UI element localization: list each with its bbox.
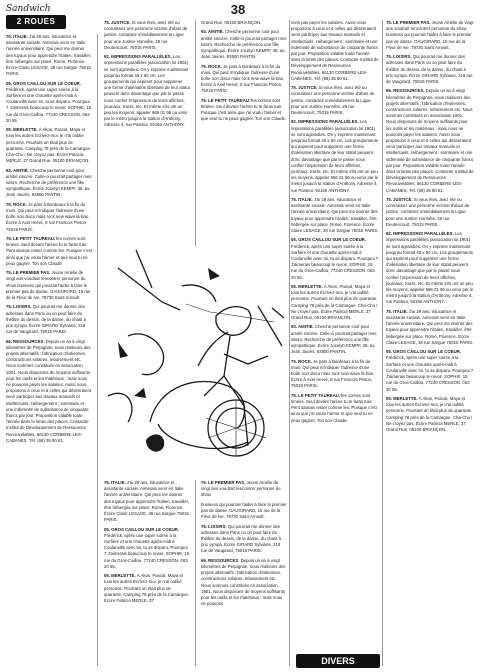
classifieds-column-3-top xyxy=(201,20,287,248)
classifieds-column-4 xyxy=(291,20,379,666)
column-divider xyxy=(195,480,196,666)
classified-ad: 75. ITALIE. J'ai 29 ans, éducatrice et assistante sociale. Aimerais venir en Italie l'année universitaire. Qui peut me donner des tuyaux pour apprendre l'italien, travailler, être hébergée sur place. Rome, Florence. Écrire Claire LESAGE, 38 rue Sargue 75015 PARIS. xyxy=(104,480,190,523)
classified-ad: 75. LOISIRS. Qui pourrait me donner des adresses dans Paris ou on peut faire du théâtre du dessin, de la danse, du chant à prix sympa. Écrire GIRARD Sylviane, 218 rue de Vaugirard, 75015 PARIS. xyxy=(201,523,282,554)
classified-ad: 75. LE PREMIER PAS. Jeune Amélie de vingt ans voudrait rencontrer personne du show business qui pourrait l'aider à faire le premier pas de danse. GAUGIRARD, 15 rue de la Fleur de Ive, 78730 Saint Arnoult. xyxy=(6,270,91,301)
classified-ad: 75. LE PETIT TAUREAU.Tes cornes sont timées. Seul devant l'arène tu te faras tuer. Puisque c'est ainsi que j'ai voulu l'aimer et que seul tu ne peux gagner. Ton son Claude. xyxy=(201,97,287,122)
classified-ad: 05. GROS CAILLOU SUR LE COEUR. Frédérick, après une super soirée à la Sorfière et une chouette après-midi à Coulanville avec toi, tu as disparu. Pourquoi ? J'aimerais beaucoup te revoir. SOPHIE, 15 rue du Gros-Caillou, 77240 CRESSON. 063 20 55. xyxy=(6,80,92,123)
classifieds-column-2-bottom xyxy=(104,480,190,666)
classified-ad: 75. ROCK. Je pars à Bordeaux à la fin du mois. Qui peut m'indiquer l'adresse d'une boîte non disco mais rock new wave là-bas. Écrire à Axel Hervé, 8 rue Francois Pinton, 75019 PARIS. xyxy=(6,201,90,232)
classified-ad: 66. RESSOURCES. Depuis un an à vingt kilomètres de Perpignan, nous réalisons des projets alternatifs : fabrication d'éoliennes, constructions solaires, reboisement etc. Nous sommes constitués en association 1901. Nous disposons de moyens suffisants pour les outils et les matériaux : mais nous ne pouvons payer les salaires. Aussi nous proposons à ceux et à celles qui désireraient venir participer aux travaux manuels et intellectuels. Hébergement : sommaire et une indemnité de subsistance de cinquante francs par jour. Proposition valable toute l'année dans la limite des places. Contacter Institut de Développement de Ressources Renouvelables, 66130 CORBERE-LES-CABANES. Tél. (68) 35 80 61. xyxy=(386,88,474,193)
classified-ad: 05. MERLETTE. À Akos, Pascal, Maya et tous les autres Écrivez-moi, je n'ai oublié personne. Pourtant on était plus de quarante. Camping 78 près de la Camargue. Écrire Patricia MERLE, 37 xyxy=(104,573,190,604)
classified-ad: 75. ROCK. Je pars à Bordeaux à la fin du mois. Qui peut m'indiquer l'adresse d'une boîte non disco mais rock new wave là-bas. Écrire à Axel Hervé, 8 rue Francois Pinton, 75019 PARIS. xyxy=(291,358,375,389)
classifieds-column-3-bottom xyxy=(201,480,287,666)
classified-ad: business qui pourrait l'aider à faire le premier pas de danse. GAUGIRARD, 15 rue de la Fleur de Ive, 78730 Saint Arnoult. xyxy=(201,501,287,520)
classified-ad: 93. AMITIÉ. Cherche personne cool pour amitié sincère. Celle-ci pourrait partager mes loisirs. Recherche de préférence une fille sympathique. Écrire Jocelyn KEMPF, 38, av. Jean Jaurès, 93500 PANTIN. xyxy=(291,324,377,355)
classified-ad: 75. JUSTICE. Si vous êtes, avez été ou connaissez une personne victime d'abus de justice, contactez immédiatement la Ligue pour une Justice Honnête, 26 rue Deutencourt, 75015 PARIS. xyxy=(104,20,188,50)
classified-ad: 75. JUSTICE. Si vous êtes, avez été ou connaissez une personne victime d'abus de justice, contactez immédiatement la Ligue pour une Justice Honnête, 26 rue Deutencourt, 75015 PARIS. xyxy=(291,85,375,116)
classified-ad: 05. MERLETTE. À Akos, Pascal, Maya et tous les autres Écrivez-moi, je n'ai oublié personne. Pourtant on était plus de quarante. Camping 78 près de la Camargue. Cha-Cho ! Ne croyez pas. Écrire Patricia MERLE, 37 Grand Rue, 05100 BRIANÇON. xyxy=(291,284,378,321)
motorbike-illustration xyxy=(98,246,290,478)
classified-ad: 75. LOISIRS. Qui pourrait me donner des adresses dans Paris ou on peut faire du théâtre du dessin, de la danse, du chant à prix sympa. Écrire GIRARD Sylviane, 218 rue de Vaugirard, 75015 PARIS. xyxy=(386,54,473,85)
column-divider xyxy=(382,20,383,666)
classified-ad: 93. AMITIÉ. Cherche personne cool pour amitié sincère. Celle-ci pourrait partager mes loisirs. Recherche de préférence une fille sympathique. Écrire Jocelyn KEMPF, 38, av. Jean Jaurès, 93500 PANTIN. xyxy=(201,29,287,60)
classified-ad: 66. RESSOURCES. Depuis un an à vingt kilomètres de Perpignan, nous réalisons des projets alternatifs : fabrication d'éoliennes, constructions solaires, reboisement etc. Nous sommes constitués en association 1901. Nous disposons de moyens suffisants pour les outils et les matériaux : mais nous ne pouvons xyxy=(201,557,286,607)
classified-ad: 75. ITALIE. J'ai 29 ans, éducatrice et assistante sociale. Aimerais venir en Italie l'année universitaire. Qui peut me donner des tuyaux pour apprendre l'italien, travailler, être hébergée sur place. Rome, Florence. Écrire Claire LESAGE, 38 rue Sargue 75015 PARIS. xyxy=(386,308,474,345)
classified-ad: 05. MERLETTE. À Akos, Pascal, Maya et tous les autres Écrivez-moi, je n'ai oublié personne. Pourtant on était plus de quarante. Camping 78 près de la Camargue. Cha-Cho ! Ne croyez pas. Écrire Patricia MERLE, 37 Grand Rue, 05100 BRIANÇON. xyxy=(6,127,92,164)
magazine-header-script: Sandwich xyxy=(6,4,51,14)
classified-ad: 05. GROS CAILLOU SUR LE COEUR. Frédérick, après une super soirée à la Sorfière et une chouette après-midi à Coulanville avec toi, tu as disparu. Pourquoi ? J'aimerais beaucoup te revoir. SOPHIE, 15 rue du Gros-Caillou, 77240 CRESSON. 063 20 55. xyxy=(291,237,379,280)
page-number: 38 xyxy=(230,2,246,17)
divers-section-tab: DIVERS xyxy=(296,654,380,668)
classifieds-column-1 xyxy=(6,34,92,666)
classified-ad: 75. LE PREMIER PAS. Jeune Amélie de vingt ans voudrait rencontrer personne du show business qui pourrait l'aider à faire le premier pas de danse. GAUGIRARD, 15 rue de la Fleur de Ive, 78730 Saint Arnoult. xyxy=(386,20,474,50)
classified-ad: 75. LE PREMIER PAS. Jeune Amélie de vingt ans voudrait rencontrer personne du show xyxy=(201,480,281,498)
classified-ad: 75. LOISIRS. Qui pourrait me donner des adresses dans Paris ou on peut faire du théâtre du dessin, de la danse, du chant à prix sympa. Écrire GIRARD Sylviane, 218 rue de Vaugirard, 75015 PARIS. xyxy=(6,304,87,335)
classified-ad: vons pas payer les salaires. Aussi nous proposons à ceux et à celles qui désireraient venir participer aux travaux manuels et intellectuels. Hébergement : sommaire et une indemnité de subsistance de cinquante francs par jour. Proposition valable toute l'année dans la limite des places. Contacter Institut de Développement de Ressources Renouvelables, 66130 CORBERE-LES-CABANES. Tél. (68) 35 80 61. xyxy=(291,20,379,81)
classified-ad: 75. ITALIE. J'ai 29 ans, éducatrice et assistante sociale. Aimerais venir en Italie l'année universitaire. Qui peut me donner des tuyaux pour apprendre l'italien, travailler, être hébergée sur place. Rome, Florence. Écrire Claire LESAGE, 38 rue Sargue 75015 PARIS. xyxy=(6,34,92,77)
classified-ad: 92. IMPRESSIONS PARALLÈLES. Les impressions parallèles (association loi 1901) se sont agrandies. On y imprime maintenant jusqu'au format 45 x 60 cm. Les groupements qui aspirent pour supprimer une forme d'aliénation libertaire de leur statut peuvent donc davantage que par le passé nous confier l'impression de leurs affiches, journaux, tracts, etc. Et même s'ils ont un peu les moyens, appeler 666 01 96 ou venir par le métro jusqu'à la station d'Anthony. Adresse 4, rue Pasteur, 92160 ANTHONY. xyxy=(291,119,379,193)
classified-ad: 92. IMPRESSIONS PARALLÈLES. Les impressions parallèles (association loi 1901) se sont agrandies. On y imprime maintenant jusqu'au format 45 x 60 cm. Les groupements qui aspirent pour supprimer une forme d'aliénation libertaire de leur statut peuvent donc davantage que par le passé nous confier l'impression de leurs affiches, journaux, tracts, etc. Et même s'ils ont un peu les moyens, appeler 666 01 96 ou venir par le métro jusqu'à la station d'Anthony. Adresse 4, rue Pasteur, 92160 ANTHONY. xyxy=(386,231,474,305)
classified-ad: 93. AMITIÉ. Cherche personne cool pour amitié sincère. Celle-ci pourrait partager mes loisirs. Recherche de préférence une fille sympathique. Écrire Jocelyn KEMPF, 38, av. Jean Jaurès, 93500 PANTIN. xyxy=(6,167,92,198)
classified-ad: 66. RESSOURCES. Depuis un an à vingt kilomètres de Perpignan, nous réalisons des projets alternatifs : fabrication d'éoliennes, constructions solaires, reboisement etc. Nous sommes constitués en association 1901. Nous disposons de moyens suffisants pour les outils et les matériaux : mais nous ne pouvons payer les salaires. Aussi nous proposons à ceux et à celles qui désireraient venir participer aux travaux manuels et intellectuels. Hébergement : sommaire et une indemnité de subsistance de cinquante francs par jour. Proposition valable toute l'année dans la limite des places. Contacter Institut de Développement de Ressources Renouvelables, 66130 CORBERE-LES-CABANES. Tél. (68) 35 80 61. xyxy=(6,338,92,443)
classified-ad: Grand Rue, 05100 BRIANÇON. xyxy=(201,20,262,25)
classified-ad: 75. LE PETIT TAUREAU.Tes cornes sont timées. Seul devant l'arène tu te faras tuer. Pent saurais rester comme les. Puisque c'est ainsi que j'ai voulu l'aimer et que seul tu ne peux gagner. Ton son Claude. xyxy=(6,236,92,266)
classified-ad: 05. MERLETTE. À Akos, Pascal, Maya et tous les autres Écrivez-moi, je n'ai oublié personne. Pourtant on était plus de quarante. Camping 78 près de la Camargue. Cha-Cho ! Ne croyez pas. Écrire Patricia MERLE, 37 Grand Rue, 05100 BRIANÇON. xyxy=(386,395,473,432)
classified-ad: 75. ROCK. Je pars à Bordeaux à la fin du mois. Qui peut m'indiquer l'adresse d'une boîte non disco mais rock new wave là-bas. Écrire à Axel Hervé, 8 rue Francois Pinton, 75019 PARIS. xyxy=(201,63,285,94)
classified-ad: 75. LE PETIT TAUREAU.Tes cornes sont timées. Seul devant l'arène tu te faras tuer. Pent saurais rester comme les. Puisque c'est ainsi que j'ai voulu l'aimer et que seul tu ne peux gagner. Ton son Claude. xyxy=(291,392,377,423)
classifieds-column-2-top xyxy=(104,20,190,248)
classified-ad: 05. GROS CAILLOU SUR LE COEUR. Frédérick, après une super soirée à la Sorfière et une chouette après-midi à Coulanville avec toi, tu as disparu. Pourquoi ? J'aimerais beaucoup te revoir. SOPHIE, 15 rue du Gros-Caillou, 77240 CRESSON. 063 20 55. xyxy=(386,349,474,392)
column-divider xyxy=(195,20,196,246)
section-tab-2-roues: 2 ROUES xyxy=(6,15,66,29)
classified-ad: 75. JUSTICE. Si vous êtes, avez été ou connaissez une personne victime d'abus de justice, contactez immédiatement la Ligue pour une Justice Honnête, 26 rue Deutencourt, 75015 PARIS. xyxy=(386,197,470,227)
classifieds-column-5 xyxy=(386,20,474,666)
classified-ad: 75. ITALIE. J'ai 29 ans, éducatrice et assistante sociale. Aimerais venir en Italie l'année universitaire. Qui peut me donner des tuyaux pour apprendre l'italien, travailler, être hébergée sur place. Rome, Florence. Écrire Claire LESAGE, 38 rue Sargue 75015 PARIS. xyxy=(291,197,379,234)
classified-ad: 92. IMPRESSIONS PARALLÈLES. Les impressions parallèles (association loi 1901) se sont agrandies. On y imprime maintenant jusqu'au format 45 x 60 cm. Les groupements qui aspirent pour supprimer une forme d'aliénation libertaire de leur statut peuvent donc davantage que par le passé nous confier l'impression de leurs affiches, journaux, tracts, etc. Et même s'ils ont un peu les moyens, appeler 666 01 96 ou venir par le métro jusqu'à la station d'Anthony. Adresse 4, rue Pasteur, 92160 ANTHONY. xyxy=(104,54,190,128)
classified-ad: 05. GROS CAILLOU SUR LE COEUR. Frédérick, après une super soirée à la Sorfière et une chouette après-midi à Coulanville avec toi, tu as disparu. Pourquoi ? J'aimerais beaucoup te revoir. SOPHIE, 15 rue du Gros-Caillou, 77240 CRESSON. 063 20 55. xyxy=(104,526,190,569)
